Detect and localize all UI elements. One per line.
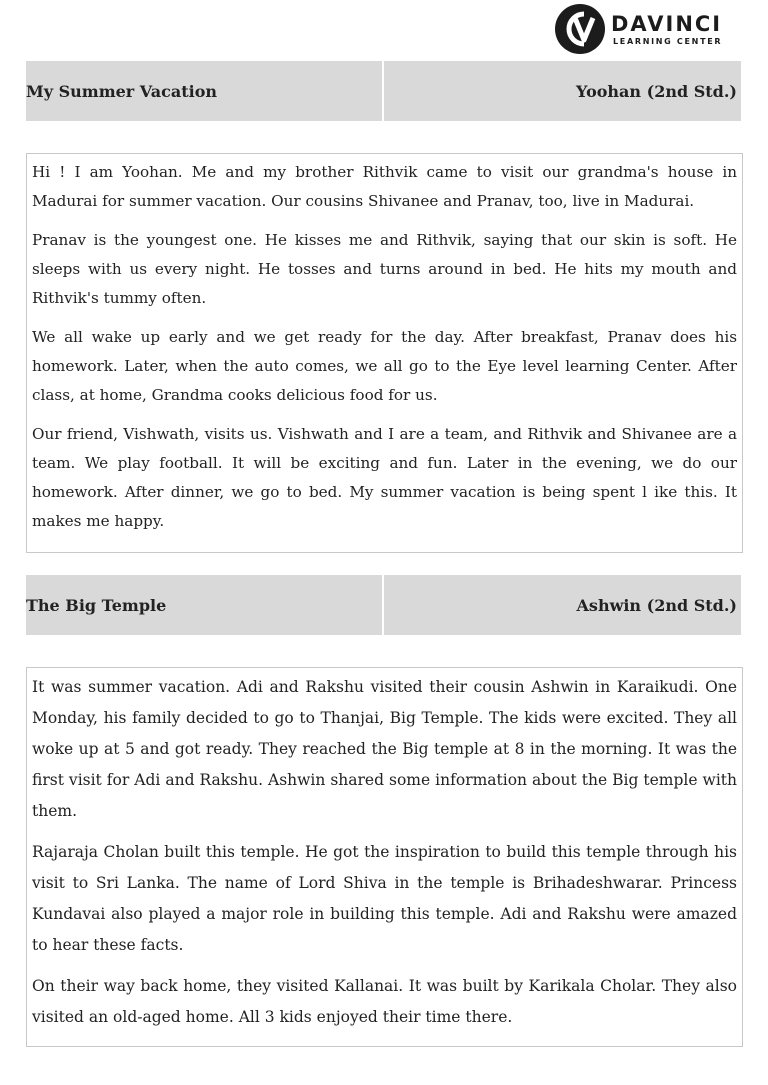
story-2-body — [26, 667, 743, 1047]
story-1-paragraph: Pranav is the youngest one. He kisses me and Rithvik, saying that our skin is soft. He sleeps with us every night. He tosses and turns around in bed. He hits my mouth and Rithvik's tummy often. — [32, 231, 737, 307]
davinci-logo-icon — [553, 2, 607, 56]
story-2-title: The Big Temple — [26, 575, 384, 635]
story-2-paragraph: On their way back home, they visited Kallanai. It was built by Karikala Cholar. They also visited an old-aged home. All 3 kids enjoyed their time there. — [32, 977, 737, 1026]
logo — [553, 2, 743, 56]
logo-subtitle: LEARNING CENTER — [613, 37, 723, 46]
story-2-author: Ashwin (2nd Std.) — [576, 595, 737, 615]
story-1-header — [26, 61, 741, 121]
story-2-paragraph: Rajaraja Cholan built this temple. He got the inspiration to build this temple through his visit to Sri Lanka. The name of Lord Shiva in the temple is Brihadeshwarar. Princess Kundavai also played a major role in building this temple. Adi and Rakshu were amazed to hear these facts. — [32, 843, 737, 954]
story-1-paragraph: Our friend, Vishwath, visits us. Vishwath and I are a team, and Rithvik and Shivanee are a team. We play football. It will be exciting and fun. Later in the evening, we do our homework. After dinner, we go to bed. My summer vacation is being spent l ike this. It makes me happy. — [32, 425, 737, 530]
story-1-paragraph: Hi ! I am Yoohan. Me and my brother Rithvik came to visit our grandma's house in Madurai for summer vacation. Our cousins Shivanee and Pranav, too, live in Madurai. — [32, 163, 737, 210]
story-1-body — [26, 153, 743, 553]
story-1-paragraph: We all wake up early and we get ready for the day. After breakfast, Pranav does his homework. Later, when the auto comes, we all go to the Eye level learning Center. After class, at home, Grandma cooks delicious food for us. — [32, 328, 737, 404]
story-2-header — [26, 575, 741, 635]
logo-name: DAVINCI — [611, 12, 723, 36]
story-1-title: My Summer Vacation — [26, 61, 384, 121]
story-2-paragraph: It was summer vacation. Adi and Rakshu visited their cousin Ashwin in Karaikudi. One Monday, his family decided to go to Thanjai, Big Temple. The kids were excited. They all woke up at 5 and got ready. They reached the Big temple at 8 in the morning. It was the first visit for Adi and Rakshu. Ashwin shared some information about the Big temple with them. — [32, 678, 737, 820]
story-1-author: Yoohan (2nd Std.) — [576, 81, 737, 101]
